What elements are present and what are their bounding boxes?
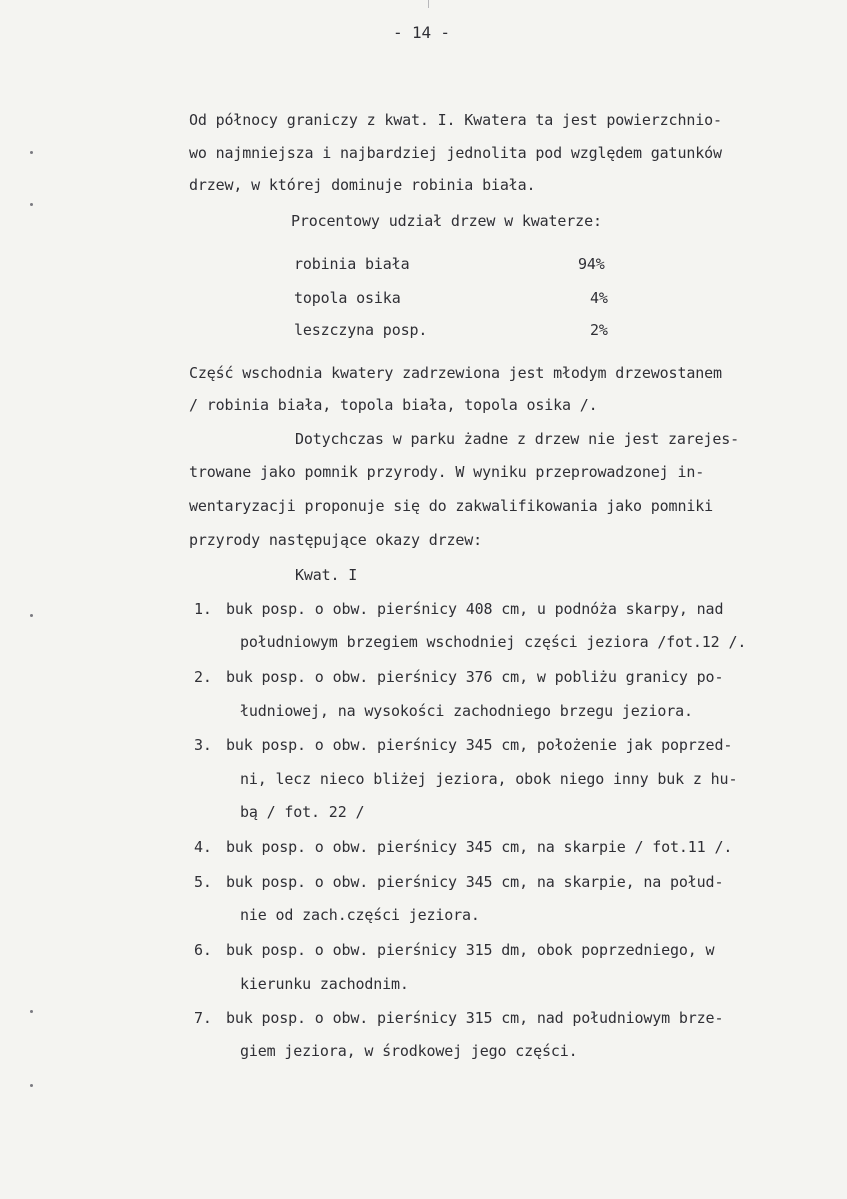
list-item-line: południowym brzegiem wschodniej części jeziora /fot.12 /. bbox=[240, 633, 747, 651]
text-line: Dotychczas w parku żadne z drzew nie jest zarejes- bbox=[295, 430, 740, 448]
text-line: przyrody następujące okazy drzew: bbox=[189, 531, 483, 549]
list-number: 7. bbox=[194, 1009, 212, 1027]
list-item-line: buk posp. o obw. pierśnicy 315 cm, nad południowym brze- bbox=[226, 1009, 724, 1027]
list-item-line: łudniowej, na wysokości zachodniego brzegu jeziora. bbox=[240, 702, 693, 720]
list-number: 5. bbox=[194, 873, 212, 891]
margin-dot bbox=[30, 151, 33, 154]
text-line: drzew, w której dominuje robinia biała. bbox=[189, 176, 536, 194]
list-item-line: kierunku zachodnim. bbox=[240, 975, 409, 993]
margin-dot bbox=[30, 614, 33, 617]
list-item-line: buk posp. o obw. pierśnicy 408 cm, u podnóża skarpy, nad bbox=[226, 600, 724, 618]
list-item-line: buk posp. o obw. pierśnicy 345 cm, na skarpie, na połud- bbox=[226, 873, 724, 891]
list-item-line: buk posp. o obw. pierśnicy 345 cm, na skarpie / fot.11 /. bbox=[226, 838, 733, 856]
species-percent: 2% bbox=[590, 321, 608, 339]
margin-dot bbox=[30, 203, 33, 206]
table-heading: Procentowy udział drzew w kwaterze: bbox=[291, 212, 602, 230]
text-line: Część wschodnia kwatery zadrzewiona jest młodym drzewostanem bbox=[189, 364, 722, 382]
edge-mark bbox=[428, 0, 429, 8]
list-number: 3. bbox=[194, 736, 212, 754]
list-number: 6. bbox=[194, 941, 212, 959]
list-item-line: nie od zach.części jeziora. bbox=[240, 906, 480, 924]
list-number: 2. bbox=[194, 668, 212, 686]
page-number: - 14 - bbox=[393, 23, 450, 42]
species-name: leszczyna posp. bbox=[294, 321, 428, 339]
list-item-line: buk posp. o obw. pierśnicy 376 cm, w pobliżu granicy po- bbox=[226, 668, 724, 686]
list-item-line: bą / fot. 22 / bbox=[240, 803, 365, 821]
text-line: trowane jako pomnik przyrody. W wyniku przeprowadzonej in- bbox=[189, 463, 705, 481]
species-percent: 4% bbox=[590, 289, 608, 307]
species-percent: 94% bbox=[578, 255, 605, 273]
list-item-line: giem jeziora, w środkowej jego części. bbox=[240, 1042, 578, 1060]
text-line: Od północy graniczy z kwat. I. Kwatera ta jest powierzchnio- bbox=[189, 111, 722, 129]
text-line: wo najmniejsza i najbardziej jednolita pod względem gatunków bbox=[189, 144, 722, 162]
species-name: robinia biała bbox=[294, 255, 410, 273]
list-number: 4. bbox=[194, 838, 212, 856]
list-item-line: ni, lecz nieco bliżej jeziora, obok niego inny buk z hu- bbox=[240, 770, 738, 788]
list-number: 1. bbox=[194, 600, 212, 618]
margin-dot bbox=[30, 1084, 33, 1087]
margin-dot bbox=[30, 1010, 33, 1013]
list-item-line: buk posp. o obw. pierśnicy 345 cm, położenie jak poprzed- bbox=[226, 736, 733, 754]
species-name: topola osika bbox=[294, 289, 401, 307]
section-label: Kwat. I bbox=[295, 566, 358, 584]
text-line: / robinia biała, topola biała, topola osika /. bbox=[189, 396, 598, 414]
list-item-line: buk posp. o obw. pierśnicy 315 dm, obok poprzedniego, w bbox=[226, 941, 715, 959]
text-line: wentaryzacji proponuje się do zakwalifikowania jako pomniki bbox=[189, 497, 713, 515]
